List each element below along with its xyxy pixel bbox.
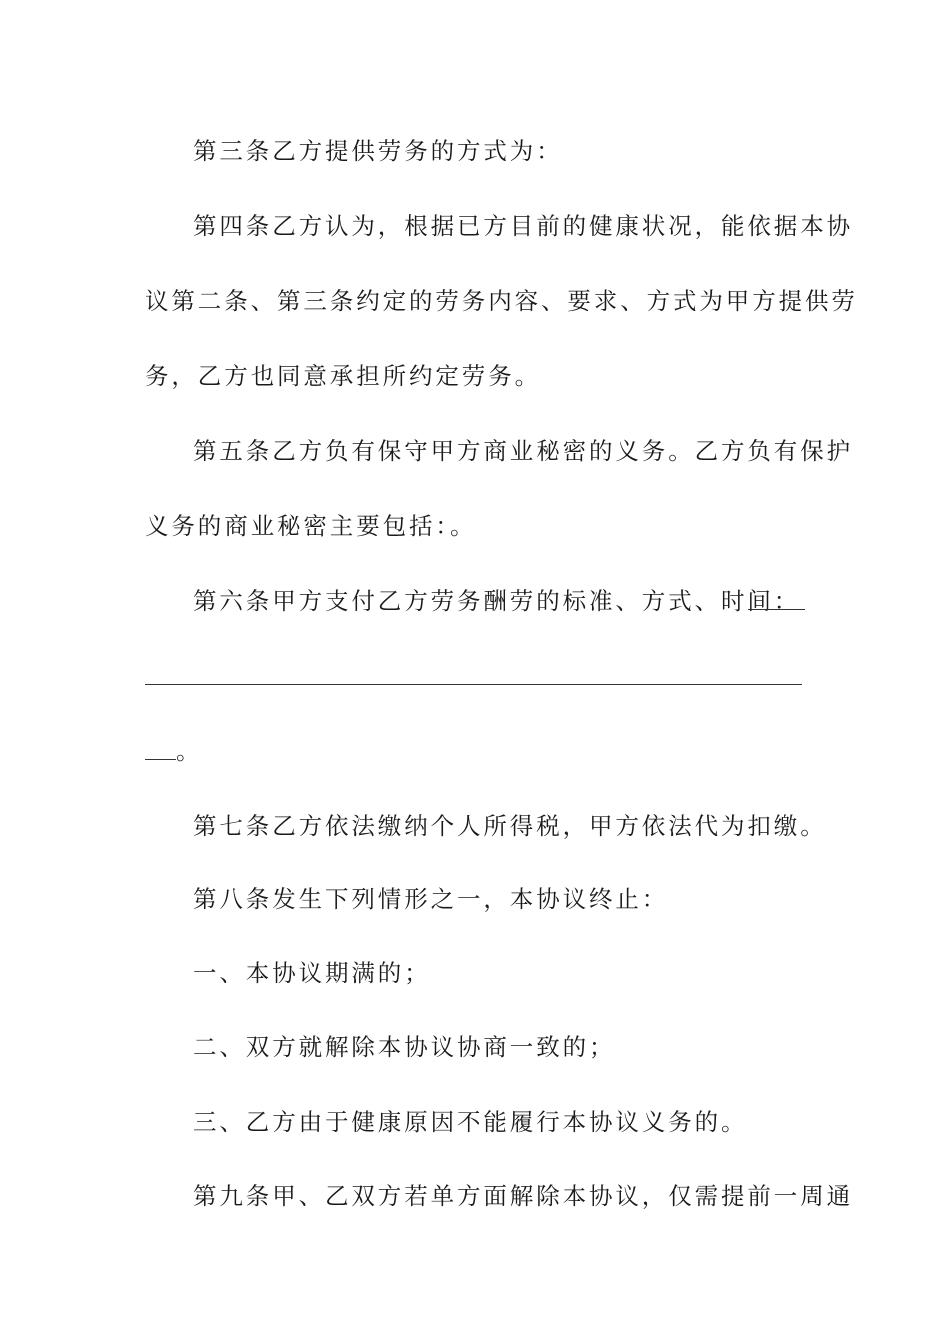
article-4-line-1: 第四条乙方认为，根据已方目前的健康状况，能依据本协 — [193, 212, 853, 240]
article-6-line-end: 。 — [176, 737, 203, 765]
article-8-item-2: 二、双方就解除本协议协商一致的； — [193, 1033, 616, 1061]
article-6-line-1: 第六条甲方支付乙方劳务酬劳的标准、方式、时间： — [193, 587, 801, 615]
article-6-blank-underline-3 — [145, 759, 176, 760]
article-8-item-3: 三、乙方由于健康原因不能履行本协议义务的。 — [193, 1108, 748, 1136]
article-4-line-3: 务，乙方也同意承担所约定劳务。 — [145, 362, 541, 390]
article-5-line-2: 义务的商业秘密主要包括：。 — [145, 512, 477, 540]
article-5-line-1: 第五条乙方负有保守甲方商业秘密的义务。乙方负有保护 — [193, 437, 853, 465]
article-8-line: 第八条发生下列情形之一，本协议终止： — [193, 885, 669, 913]
article-3-line: 第三条乙方提供劳务的方式为： — [193, 137, 563, 165]
article-9-line-1: 第九条甲、乙双方若单方面解除本协议，仅需提前一周通 — [193, 1182, 853, 1210]
article-6-blank-underline-1 — [748, 609, 805, 610]
article-8-item-1: 一、本协议期满的； — [193, 959, 431, 987]
article-7-line: 第七条乙方依法缴纳个人所得税，甲方依法代为扣缴。 — [193, 812, 827, 840]
article-4-line-2: 议第二条、第三条约定的劳务内容、要求、方式为甲方提供劳 — [145, 287, 858, 315]
article-6-blank-underline-2 — [145, 684, 802, 685]
